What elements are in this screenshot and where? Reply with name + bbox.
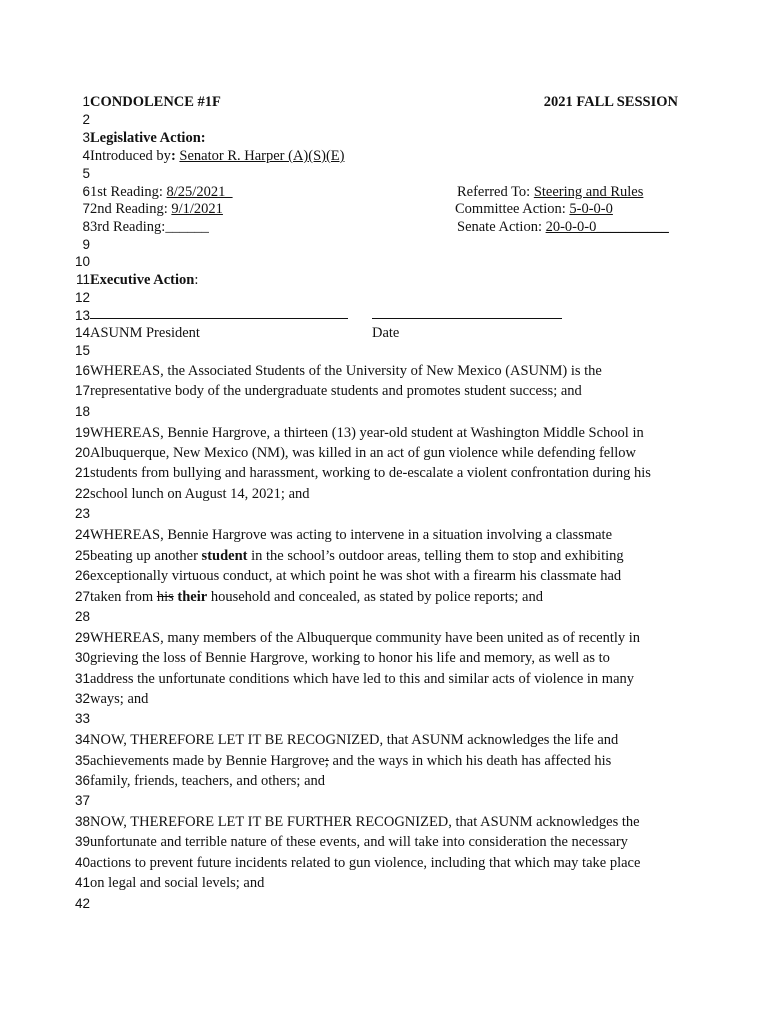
date-label: Date xyxy=(372,325,400,341)
line-number: 41 xyxy=(74,875,90,890)
first-reading-value: 8/25/2021 xyxy=(166,184,233,200)
line-number: 18 xyxy=(74,404,90,419)
line-number: 42 xyxy=(74,896,90,911)
line-number: 1 xyxy=(82,94,90,109)
body-line: WHEREAS, the Associated Students of the University of New Mexico (ASUNM) is the xyxy=(90,363,602,379)
body-line: representative body of the undergraduate students and promotes student success; and xyxy=(90,383,582,399)
line-number: 11 xyxy=(75,272,90,287)
body-line: address the unfortunate conditions which have led to this and similar acts of violence in many xyxy=(90,671,635,687)
legislative-action-heading: Legislative Action: xyxy=(90,130,206,146)
line-number: 34 xyxy=(74,732,90,747)
line-number: 40 xyxy=(74,855,90,870)
line-number: 3 xyxy=(82,130,90,145)
body-line: school lunch on August 14, 2021; and xyxy=(90,486,310,502)
line-number: 4 xyxy=(82,148,90,163)
third-reading-value: ______ xyxy=(165,219,209,235)
line-number: 13 xyxy=(74,308,90,323)
date-signature-line xyxy=(372,318,562,319)
body-line: on legal and social levels; and xyxy=(90,875,265,891)
committee-action-label: Committee Action: xyxy=(455,201,570,217)
body-line xyxy=(90,587,543,607)
senate-action-value: 20-0-0-0__________ xyxy=(545,219,669,235)
body-line: NOW, THEREFORE LET IT BE FURTHER RECOGNIZED, that ASUNM acknowledges the xyxy=(90,814,640,830)
body-line: students from bullying and harassment, working to de-escalate a violent confrontation during his xyxy=(90,465,651,481)
struck-punctuation: ; xyxy=(324,753,329,769)
line-number: 14 xyxy=(74,325,90,340)
document-title: CONDOLENCE #1F xyxy=(90,94,221,110)
line-number: 36 xyxy=(74,773,90,788)
line-number: 39 xyxy=(74,834,90,849)
body-text: and the ways in which his death has affected his xyxy=(328,753,612,769)
body-line: WHEREAS, Bennie Hargrove, a thirteen (13) year-old student at Washington Middle School in xyxy=(90,425,644,441)
body-line: WHEREAS, many members of the Albuquerque community have been united as of recently in xyxy=(90,630,641,646)
body-line: exceptionally virtuous conduct, at which point he was shot with a firearm his classmate had xyxy=(90,568,622,584)
body-line xyxy=(90,546,624,566)
referred-to-value: Steering and Rules xyxy=(533,184,644,200)
line-number: 23 xyxy=(74,506,90,521)
president-signature-line xyxy=(90,318,348,319)
committee-action-value: 5-0-0-0 xyxy=(569,201,613,217)
body-text: beating up another xyxy=(90,548,202,564)
line-number: 30 xyxy=(74,650,90,665)
line-number: 35 xyxy=(74,753,90,768)
line-number: 10 xyxy=(74,254,90,269)
referred-to-label: Referred To: xyxy=(457,184,534,200)
line-number: 32 xyxy=(74,691,90,706)
body-line: grieving the loss of Bennie Hargrove, working to honor his life and memory, as well as to xyxy=(90,650,610,666)
executive-action-heading: Executive Action xyxy=(90,272,195,288)
signature-labels xyxy=(0,323,770,343)
introduced-by-line xyxy=(0,146,770,166)
line-number: 26 xyxy=(74,568,90,583)
line-number: 8 xyxy=(82,219,90,234)
third-reading-line xyxy=(0,217,770,237)
document-header xyxy=(0,92,770,112)
body-line: ways; and xyxy=(90,691,149,707)
body-text: taken from xyxy=(90,589,157,605)
body-text: in the school’s outdoor areas, telling them to stop and exhibiting xyxy=(247,548,624,564)
line-number: 16 xyxy=(74,363,90,378)
line-number: 29 xyxy=(74,630,90,645)
line-number: 2 xyxy=(82,112,90,127)
line-number: 37 xyxy=(74,793,90,808)
line-number: 24 xyxy=(74,527,90,542)
body-text: household and concealed, as stated by police reports; and xyxy=(207,589,543,605)
line-number: 5 xyxy=(82,166,90,181)
line-number: 19 xyxy=(74,425,90,440)
third-reading-label: 3rd Reading: xyxy=(90,219,166,235)
body-line xyxy=(90,751,611,771)
body-line: Albuquerque, New Mexico (NM), was killed in an act of gun violence while defending fellow xyxy=(90,445,637,461)
executive-action-colon: : xyxy=(194,272,199,288)
body-text: achievements made by Bennie Hargrove xyxy=(90,753,325,769)
inserted-word: student xyxy=(201,548,248,564)
executive-action-line xyxy=(0,270,770,290)
line-number: 27 xyxy=(74,589,90,604)
line-number: 15 xyxy=(74,343,90,358)
body-line: family, friends, teachers, and others; and xyxy=(90,773,326,789)
line-number: 28 xyxy=(74,609,90,624)
line-number: 17 xyxy=(74,383,90,398)
line-number: 20 xyxy=(74,445,90,460)
introduced-by-colon: : xyxy=(170,148,176,164)
first-reading-label: 1st Reading: xyxy=(90,184,167,200)
body-line: unfortunate and terrible nature of these events, and will take into consideration the necessary xyxy=(90,834,628,850)
second-reading-value: 9/1/2021 xyxy=(171,201,223,217)
line-number: 25 xyxy=(74,548,90,563)
line-number: 12 xyxy=(74,290,90,305)
body-line: actions to prevent future incidents related to gun violence, including that which may take place xyxy=(90,855,641,871)
inserted-word: their xyxy=(177,589,208,605)
line-number: 9 xyxy=(82,237,90,252)
second-reading-label: 2nd Reading: xyxy=(90,201,172,217)
body-line: WHEREAS, Bennie Hargrove was acting to intervene in a situation involving a classmate xyxy=(90,527,613,543)
struck-word: his xyxy=(156,589,174,605)
body-line: NOW, THEREFORE LET IT BE RECOGNIZED, that ASUNM acknowledges the life and xyxy=(90,732,619,748)
line-number: 31 xyxy=(74,671,90,686)
line-number: 38 xyxy=(74,814,90,829)
line-number: 33 xyxy=(74,711,90,726)
line-number: 21 xyxy=(74,465,90,480)
line-number: 6 xyxy=(82,184,90,199)
session-label: 2021 FALL SESSION xyxy=(543,94,678,110)
line-number: 22 xyxy=(74,486,90,501)
line-number: 7 xyxy=(82,201,90,216)
introduced-by-label: Introduced by xyxy=(90,148,171,164)
introduced-by-value: Senator R. Harper (A)(S)(E) xyxy=(179,148,345,164)
senate-action-label: Senate Action: xyxy=(457,219,546,235)
second-reading-line xyxy=(0,199,770,219)
president-label: ASUNM President xyxy=(90,325,200,341)
